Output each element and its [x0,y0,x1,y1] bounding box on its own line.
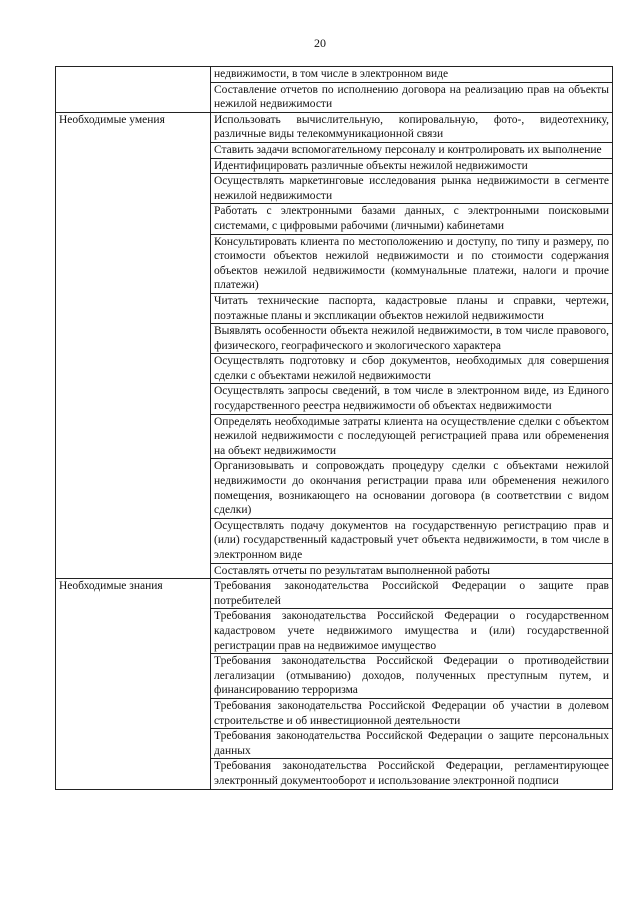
table-body [56,67,613,790]
requirement-item: Осуществлять подготовку и сбор документов, необходимых для совершения сделки с объектами нежилой недвижимости [211,354,613,384]
requirement-item: Составление отчетов по исполнению договора на реализацию прав на объекты нежилой недвижимости [211,82,613,112]
requirement-item: Составлять отчеты по результатам выполненной работы [211,563,613,579]
section-label: Необходимые знания [56,579,211,789]
requirement-item: Осуществлять подачу документов на государственную регистрацию прав и (или) государственный кадастровый учет объекта недвижимости, в том числе в электронном виде [211,518,613,563]
requirement-item: Определять необходимые затраты клиента на осуществление сделки с объектом нежилой недвижимости с последующей регистрацией права или обременения на объект недвижимости [211,414,613,459]
requirement-item: Идентифицировать различные объекты нежилой недвижимости [211,158,613,174]
requirement-item: Осуществлять запросы сведений, в том числе в электронном виде, из Единого государственного реестра недвижимости об объектах недвижимости [211,384,613,414]
requirement-item: Требования законодательства Российской Федерации о противодействии легализации (отмыванию) доходов, полученных преступным путем, и финансированию терроризма [211,654,613,699]
requirement-item: Осуществлять маркетинговые исследования рынка недвижимости в сегменте нежилой недвижимости [211,174,613,204]
page-number: 20 [314,36,326,50]
requirement-item: Использовать вычислительную, копировальную, фото-, видеотехнику, различные виды телекоммуникационной связи [211,112,613,142]
requirement-item: Требования законодательства Российской Федерации о защите прав потребителей [211,579,613,609]
table-row [56,112,613,142]
table-row [56,67,613,83]
requirement-item: Требования законодательства Российской Федерации о защите персональных данных [211,729,613,759]
requirement-item: Выявлять особенности объекта нежилой недвижимости, в том числе правового, физического, географического и экологического характера [211,324,613,354]
requirement-item: Требования законодательства Российской Федерации, регламентирующее электронный документооборот и использование электронной подписи [211,759,613,789]
requirement-item: Организовывать и сопровождать процедуру сделки с объектами нежилой недвижимости до окончания регистрации права или обременения нежилого помещения, возникающего на основании договора (в соответствии с видом сделки) [211,459,613,518]
requirement-item: Ставить задачи вспомогательному персоналу и контролировать их выполнение [211,142,613,158]
requirement-item: Работать с электронными базами данных, с электронными поисковыми системами, с цифровыми рабочими (личными) кабинетами [211,204,613,234]
competency-table [55,66,613,790]
requirement-item: Читать технические паспорта, кадастровые планы и справки, чертежи, поэтажные планы и экспликации объектов нежилой недвижимости [211,293,613,323]
requirement-item: Консультировать клиента по местоположению и доступу, по типу и размеру, по стоимости объектов нежилой недвижимости и по стоимости содержания объектов нежилой недвижимости (коммунальные платежи, налоги и прочие платежи) [211,234,613,293]
table-row [56,579,613,609]
section-label: Необходимые умения [56,112,211,578]
section-label [56,67,211,113]
requirement-item: Требования законодательства Российской Федерации об участии в долевом строительстве и об инвестиционной деятельности [211,698,613,728]
requirement-item: Требования законодательства Российской Федерации о государственном кадастровом учете недвижимого имущества и (или) государственной регистрации прав на недвижимое имущество [211,609,613,654]
requirement-item: недвижимости, в том числе в электронном виде [211,67,613,83]
